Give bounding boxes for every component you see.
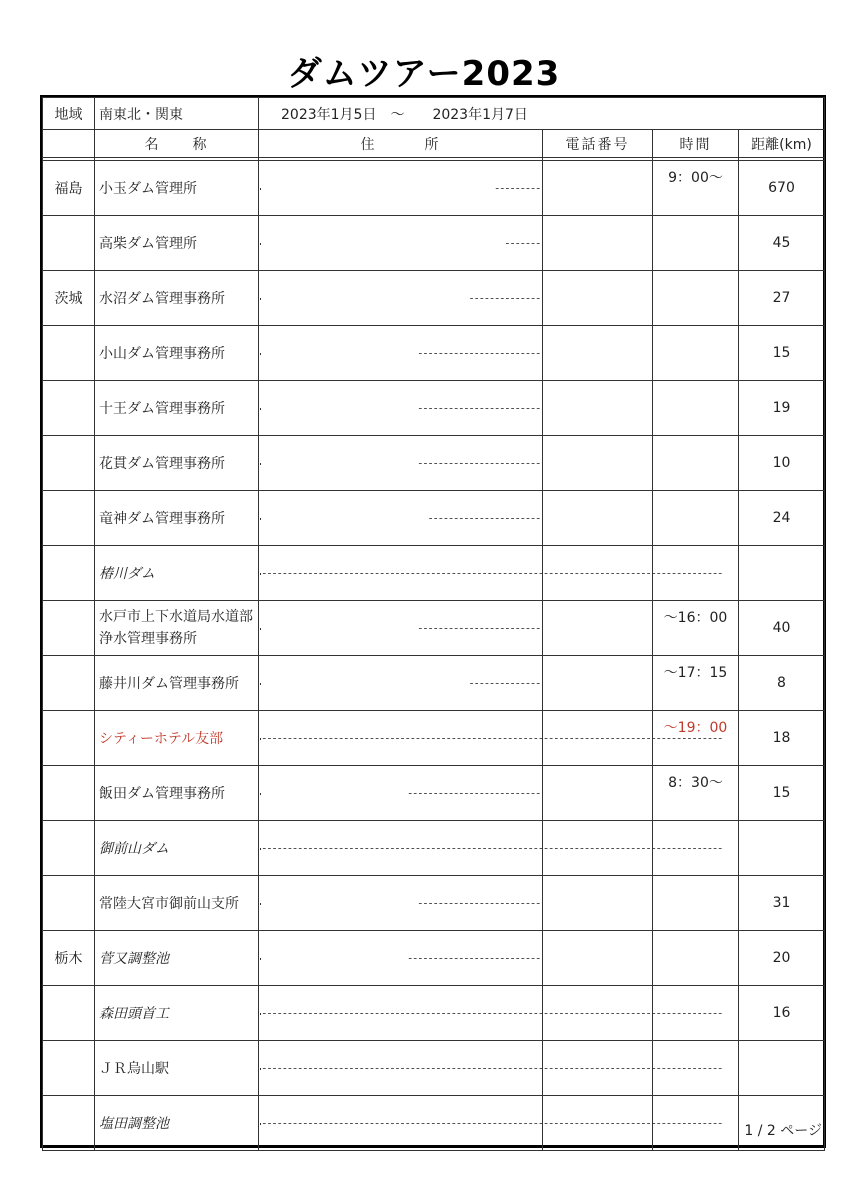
time-cell bbox=[653, 766, 739, 821]
address-marker bbox=[260, 298, 261, 300]
name-cell bbox=[95, 656, 259, 711]
name-cell bbox=[95, 326, 259, 381]
distance-cell: 20 bbox=[739, 931, 825, 986]
time-cell bbox=[653, 216, 739, 271]
place-name: 御前山ダム bbox=[99, 841, 169, 857]
date-range-cell bbox=[259, 98, 825, 130]
region-cell bbox=[43, 1041, 95, 1096]
table-row bbox=[43, 986, 825, 1041]
region-cell bbox=[43, 711, 95, 766]
column-header-phone: 電話番号 bbox=[543, 130, 653, 158]
name-cell bbox=[95, 436, 259, 491]
address-cell bbox=[259, 876, 543, 931]
time-value: ～17：15 bbox=[663, 665, 728, 681]
place-name: 椿川ダム bbox=[99, 566, 155, 582]
time-cell bbox=[653, 711, 739, 766]
distance-cell: 18 bbox=[739, 711, 825, 766]
region-cell: 栃木 bbox=[43, 931, 95, 986]
table-row bbox=[43, 491, 825, 546]
place-name: 小山ダム管理事務所 bbox=[99, 346, 225, 362]
distance-cell: 24 bbox=[739, 491, 825, 546]
address-cell bbox=[259, 161, 543, 216]
table-row bbox=[43, 601, 825, 656]
distance-cell: 8 bbox=[739, 656, 825, 711]
address-cell bbox=[259, 271, 543, 326]
redacted-address: -------------------------- bbox=[406, 951, 540, 965]
phone-cell bbox=[543, 876, 653, 931]
address-marker bbox=[260, 903, 261, 905]
distance-cell: 31 bbox=[739, 876, 825, 931]
redacted-address: ------------------------ bbox=[417, 346, 540, 360]
table-row bbox=[43, 216, 825, 271]
name-cell bbox=[95, 821, 259, 876]
redacted-address: --------- bbox=[493, 181, 540, 195]
region-cell bbox=[43, 381, 95, 436]
time-cell bbox=[653, 656, 739, 711]
region-value: 南東北・関東 bbox=[95, 98, 259, 130]
column-header-region bbox=[43, 130, 95, 158]
region-cell: 茨城 bbox=[43, 271, 95, 326]
distance-cell bbox=[739, 1041, 825, 1096]
time-value: ～16：00 bbox=[663, 610, 728, 626]
address-marker bbox=[260, 518, 261, 520]
distance-cell: 16 bbox=[739, 986, 825, 1041]
name-cell bbox=[95, 931, 259, 986]
address-marker bbox=[260, 958, 261, 960]
time-cell bbox=[653, 876, 739, 931]
distance-cell: 10 bbox=[739, 436, 825, 491]
distance-cell: 19 bbox=[739, 381, 825, 436]
dam-tour-table bbox=[42, 97, 825, 1151]
page-number: 1 / 2 ページ bbox=[744, 1123, 822, 1139]
place-name: 飯田ダム管理事務所 bbox=[99, 786, 225, 802]
region-cell bbox=[43, 1096, 95, 1151]
address-cell bbox=[259, 326, 543, 381]
time-cell bbox=[653, 546, 739, 601]
name-cell bbox=[95, 161, 259, 216]
place-name: 塩田調整池 bbox=[99, 1116, 169, 1132]
table-row bbox=[43, 326, 825, 381]
redacted-address: ------------------------ bbox=[417, 621, 540, 635]
region-cell bbox=[43, 436, 95, 491]
place-name: 花貫ダム管理事務所 bbox=[99, 456, 225, 472]
table-row bbox=[43, 161, 825, 216]
redacted-address: ------------------------ bbox=[417, 456, 540, 470]
place-name: 藤井川ダム管理事務所 bbox=[99, 676, 239, 692]
name-cell bbox=[95, 1041, 259, 1096]
column-header-time: 時間 bbox=[653, 130, 739, 158]
time-value: 9：00～ bbox=[668, 170, 723, 186]
distance-cell bbox=[739, 821, 825, 876]
table-row bbox=[43, 931, 825, 986]
distance-cell: 670 bbox=[739, 161, 825, 216]
table-row bbox=[43, 271, 825, 326]
region-cell bbox=[43, 491, 95, 546]
table-row bbox=[43, 436, 825, 491]
address-cell bbox=[259, 601, 543, 656]
phone-cell bbox=[543, 216, 653, 271]
address-cell bbox=[259, 931, 543, 986]
time-cell bbox=[653, 381, 739, 436]
time-cell bbox=[653, 601, 739, 656]
redacted-address: ------------------------------------------------------------------------------------------ bbox=[261, 1061, 723, 1075]
time-cell bbox=[653, 436, 739, 491]
table-row bbox=[43, 876, 825, 931]
name-cell bbox=[95, 766, 259, 821]
time-cell bbox=[653, 931, 739, 986]
name-cell bbox=[95, 216, 259, 271]
column-header-name: 名 称 bbox=[95, 130, 259, 158]
table-row bbox=[43, 711, 825, 766]
table-row bbox=[43, 766, 825, 821]
address-cell bbox=[259, 546, 723, 601]
name-cell bbox=[95, 711, 259, 766]
place-name: 水沼ダム管理事務所 bbox=[99, 291, 225, 307]
redacted-address: ------------------------------------------------------------------------------------------ bbox=[261, 566, 723, 580]
redacted-address: -------------- bbox=[468, 291, 540, 305]
region-cell bbox=[43, 546, 95, 601]
redacted-address: ------------------------------------------------------------------------------------------ bbox=[261, 1006, 723, 1020]
time-cell bbox=[653, 1096, 739, 1151]
redacted-address: ------------------------------------------------------------------------------------------ bbox=[261, 1116, 723, 1130]
region-cell bbox=[43, 876, 95, 931]
column-header-row bbox=[43, 130, 825, 158]
phone-cell bbox=[543, 766, 653, 821]
place-name: 水戸市上下水道局水道部浄水管理事務所 bbox=[99, 609, 253, 647]
address-cell bbox=[259, 1096, 723, 1151]
table-row bbox=[43, 656, 825, 711]
distance-cell: 15 bbox=[739, 326, 825, 381]
place-name: 高柴ダム管理所 bbox=[99, 236, 197, 252]
redacted-address: ---------------------- bbox=[427, 511, 540, 525]
time-value: ～19：00 bbox=[663, 720, 728, 736]
name-cell bbox=[95, 381, 259, 436]
place-name: 十王ダム管理事務所 bbox=[99, 401, 225, 417]
address-marker bbox=[260, 683, 261, 685]
address-marker bbox=[260, 408, 261, 410]
address-marker bbox=[260, 353, 261, 355]
address-marker bbox=[260, 793, 261, 795]
name-cell bbox=[95, 876, 259, 931]
phone-cell bbox=[543, 931, 653, 986]
time-cell bbox=[653, 1041, 739, 1096]
time-cell bbox=[653, 821, 739, 876]
address-marker bbox=[260, 188, 261, 190]
distance-cell: 40 bbox=[739, 601, 825, 656]
phone-cell bbox=[543, 491, 653, 546]
region-cell bbox=[43, 601, 95, 656]
column-header-distance: 距離(km) bbox=[739, 130, 825, 158]
redacted-address: ------------------------------------------------------------------------------------------ bbox=[261, 841, 723, 855]
name-cell bbox=[95, 546, 259, 601]
redacted-address: ------- bbox=[504, 236, 540, 250]
distance-cell: 15 bbox=[739, 766, 825, 821]
place-name: 小玉ダム管理所 bbox=[99, 181, 197, 197]
place-name: 竜神ダム管理事務所 bbox=[99, 511, 225, 527]
address-cell bbox=[259, 216, 543, 271]
place-name: シティーホテル友部 bbox=[99, 731, 224, 747]
table-row bbox=[43, 1096, 825, 1151]
region-cell: 福島 bbox=[43, 161, 95, 216]
phone-cell bbox=[543, 436, 653, 491]
address-marker bbox=[260, 628, 261, 630]
name-cell bbox=[95, 271, 259, 326]
time-cell bbox=[653, 326, 739, 381]
phone-cell bbox=[543, 381, 653, 436]
address-cell bbox=[259, 821, 723, 876]
place-name: 菅又調整池 bbox=[99, 951, 169, 967]
place-name: ＪＲ烏山駅 bbox=[99, 1061, 169, 1077]
address-marker bbox=[260, 243, 261, 245]
region-cell bbox=[43, 656, 95, 711]
address-cell bbox=[259, 766, 543, 821]
redacted-address: ------------------------ bbox=[417, 896, 540, 910]
address-marker bbox=[260, 463, 261, 465]
place-name: 森田頭首工 bbox=[99, 1006, 169, 1022]
place-name: 常陸大宮市御前山支所 bbox=[99, 896, 239, 912]
redacted-address: -------------- bbox=[468, 676, 540, 690]
redacted-address: ------------------------------------------------------------------------------------------ bbox=[261, 731, 723, 745]
time-cell bbox=[653, 986, 739, 1041]
time-value: 8：30～ bbox=[668, 775, 723, 791]
name-cell bbox=[95, 986, 259, 1041]
name-cell bbox=[95, 1096, 259, 1151]
region-cell bbox=[43, 326, 95, 381]
address-cell bbox=[259, 491, 543, 546]
redacted-address: ------------------------ bbox=[417, 401, 540, 415]
address-cell bbox=[259, 656, 543, 711]
phone-cell bbox=[543, 656, 653, 711]
phone-cell bbox=[543, 601, 653, 656]
table-row bbox=[43, 821, 825, 876]
table-row bbox=[43, 546, 825, 601]
name-cell bbox=[95, 601, 259, 656]
address-cell bbox=[259, 381, 543, 436]
date-range: 2023年1月5日 ～ 2023年1月7日 bbox=[281, 106, 528, 123]
distance-cell bbox=[739, 546, 825, 601]
region-cell bbox=[43, 766, 95, 821]
distance-cell: 27 bbox=[739, 271, 825, 326]
table-row bbox=[43, 381, 825, 436]
phone-cell bbox=[543, 271, 653, 326]
address-cell bbox=[259, 986, 723, 1041]
name-cell bbox=[95, 491, 259, 546]
region-cell bbox=[43, 216, 95, 271]
region-cell bbox=[43, 986, 95, 1041]
address-cell bbox=[259, 436, 543, 491]
address-cell bbox=[259, 1041, 723, 1096]
time-cell bbox=[653, 491, 739, 546]
redacted-address: -------------------------- bbox=[406, 786, 540, 800]
distance-cell: 45 bbox=[739, 216, 825, 271]
region-cell bbox=[43, 821, 95, 876]
document-title: ダムツアー2023 bbox=[287, 54, 561, 94]
phone-cell bbox=[543, 161, 653, 216]
header-info-row bbox=[43, 98, 825, 130]
time-cell bbox=[653, 161, 739, 216]
time-cell bbox=[653, 271, 739, 326]
phone-cell bbox=[543, 326, 653, 381]
region-header-label: 地域 bbox=[43, 98, 95, 130]
column-header-address: 住 所 bbox=[259, 130, 543, 158]
table-row bbox=[43, 1041, 825, 1096]
